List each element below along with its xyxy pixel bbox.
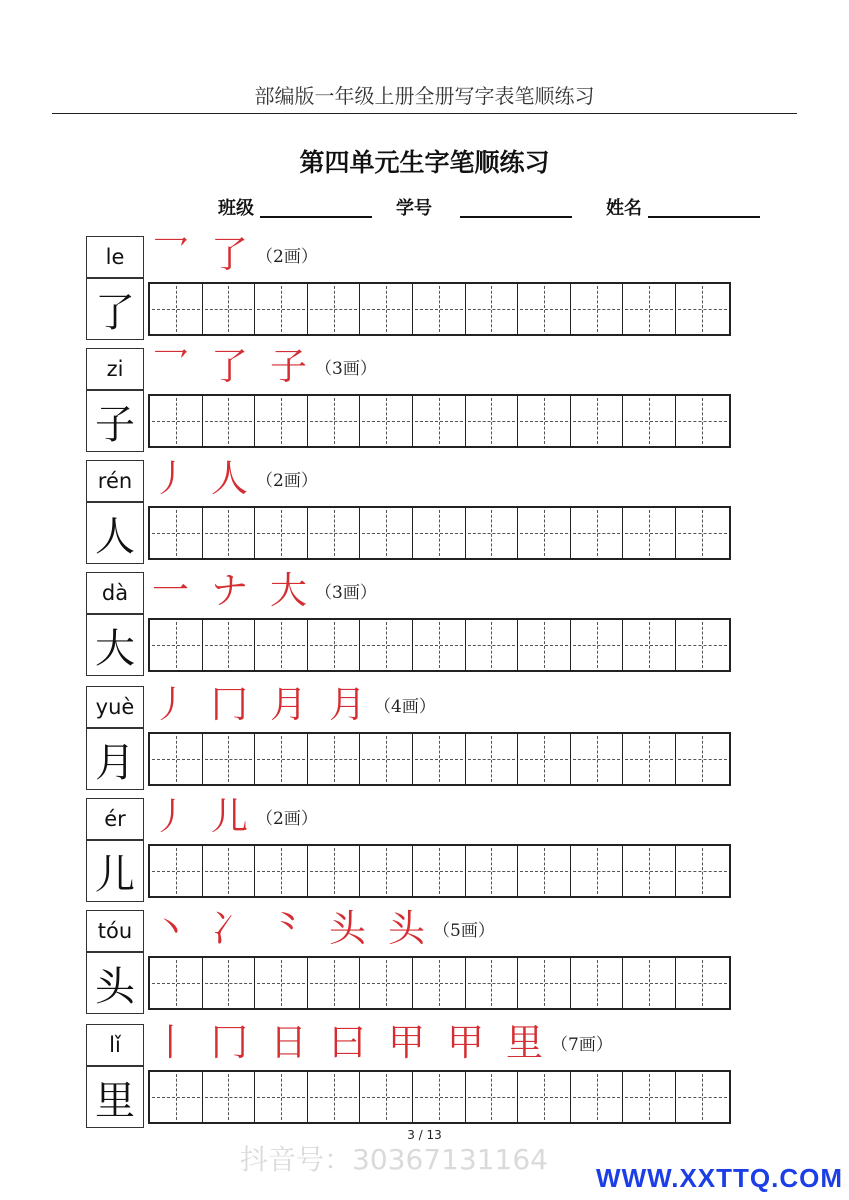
tian-grid-cell[interactable] xyxy=(308,284,361,334)
pinyin-box: ér xyxy=(86,798,144,840)
character-block xyxy=(86,344,736,458)
stroke-count: （7画） xyxy=(551,1034,613,1055)
tian-grid-cell[interactable] xyxy=(676,958,729,1008)
tian-grid-cell[interactable] xyxy=(150,620,203,670)
tian-grid-cell[interactable] xyxy=(413,1072,466,1122)
document-header: 部编版一年级上册全册写字表笔顺练习 xyxy=(254,84,595,108)
pinyin-box: tóu xyxy=(86,910,144,952)
tian-grid-cell[interactable] xyxy=(623,396,676,446)
stroke-step: 曰 xyxy=(329,1020,366,1064)
tian-grid-cell[interactable] xyxy=(150,396,203,446)
practice-grid xyxy=(148,282,731,336)
stroke-step: 了 xyxy=(211,344,248,388)
class-label: 班级 xyxy=(218,198,254,219)
tian-grid-cell[interactable] xyxy=(203,396,256,446)
tian-grid-cell[interactable] xyxy=(255,508,308,558)
tian-grid-cell[interactable] xyxy=(360,846,413,896)
stroke-order xyxy=(152,454,318,502)
tian-grid-cell[interactable] xyxy=(255,620,308,670)
tian-grid-cell[interactable] xyxy=(308,958,361,1008)
stroke-count: （2画） xyxy=(256,246,318,267)
stroke-step: 甲 xyxy=(447,1020,484,1064)
tian-grid-cell[interactable] xyxy=(676,734,729,784)
practice-grid xyxy=(148,506,731,560)
stroke-step: 月 xyxy=(270,682,307,726)
practice-grid xyxy=(148,844,731,898)
tian-grid-cell[interactable] xyxy=(203,1072,256,1122)
tian-grid-cell[interactable] xyxy=(518,846,571,896)
practice-grid xyxy=(148,618,731,672)
tian-grid-cell[interactable] xyxy=(571,508,624,558)
stroke-step: 人 xyxy=(211,456,248,500)
stroke-step: 日 xyxy=(270,1020,307,1064)
tian-grid-cell[interactable] xyxy=(676,620,729,670)
tian-grid-cell[interactable] xyxy=(466,284,519,334)
tian-grid-cell[interactable] xyxy=(518,1072,571,1122)
tian-grid-cell[interactable] xyxy=(150,1072,203,1122)
stroke-order xyxy=(152,342,377,390)
tian-grid-cell[interactable] xyxy=(518,284,571,334)
stroke-step: 头 xyxy=(388,906,425,950)
tian-grid-cell[interactable] xyxy=(308,734,361,784)
watermark: 抖音号：30367131164 xyxy=(240,1143,548,1176)
tian-grid-cell[interactable] xyxy=(360,620,413,670)
stroke-count: （2画） xyxy=(256,808,318,829)
stroke-step: 儿 xyxy=(211,794,248,838)
tian-grid-cell[interactable] xyxy=(466,846,519,896)
pinyin-box: zi xyxy=(86,348,144,390)
tian-grid-cell[interactable] xyxy=(150,734,203,784)
worksheet-title: 第四单元生字笔顺练习 xyxy=(299,148,550,177)
character-box: 里 xyxy=(86,1066,144,1128)
stroke-count: （5画） xyxy=(433,920,495,941)
tian-grid-cell[interactable] xyxy=(360,508,413,558)
tian-grid-cell[interactable] xyxy=(360,958,413,1008)
stroke-step: 月 xyxy=(329,682,366,726)
tian-grid-cell[interactable] xyxy=(466,1072,519,1122)
tian-grid-cell[interactable] xyxy=(623,620,676,670)
stroke-order xyxy=(152,904,495,952)
tian-grid-cell[interactable] xyxy=(413,846,466,896)
tian-grid-cell[interactable] xyxy=(255,734,308,784)
character-box: 儿 xyxy=(86,840,144,902)
character-block xyxy=(86,906,736,1020)
tian-grid-cell[interactable] xyxy=(518,958,571,1008)
student-number-field[interactable] xyxy=(460,216,572,218)
tian-grid-cell[interactable] xyxy=(466,508,519,558)
practice-grid xyxy=(148,1070,731,1124)
tian-grid-cell[interactable] xyxy=(571,284,624,334)
page-number: 3 / 13 xyxy=(407,1128,442,1142)
stroke-step: 丿 xyxy=(152,794,189,838)
stroke-count: （2画） xyxy=(256,470,318,491)
tian-grid-cell[interactable] xyxy=(308,846,361,896)
stroke-order xyxy=(152,1018,613,1066)
site-url[interactable]: WWW.XXTTQ.COM xyxy=(596,1163,843,1193)
tian-grid-cell[interactable] xyxy=(255,396,308,446)
pinyin-box: rén xyxy=(86,460,144,502)
stroke-step: 甲 xyxy=(388,1020,425,1064)
stroke-step: 一 xyxy=(152,568,189,612)
stroke-step: ナ xyxy=(211,568,248,612)
stroke-step: 丶 xyxy=(152,906,189,950)
tian-grid-cell[interactable] xyxy=(676,284,729,334)
tian-grid-cell[interactable] xyxy=(150,958,203,1008)
tian-grid-cell[interactable] xyxy=(150,846,203,896)
tian-grid-cell[interactable] xyxy=(413,284,466,334)
stroke-step: ⺀ xyxy=(270,906,307,950)
character-block xyxy=(86,232,736,346)
stroke-step: 子 xyxy=(270,344,307,388)
tian-grid-cell[interactable] xyxy=(255,846,308,896)
tian-grid-cell[interactable] xyxy=(150,284,203,334)
character-box: 头 xyxy=(86,952,144,1014)
tian-grid-cell[interactable] xyxy=(413,734,466,784)
tian-grid-cell[interactable] xyxy=(571,620,624,670)
name-field[interactable] xyxy=(648,216,760,218)
stroke-count: （4画） xyxy=(374,696,436,717)
character-block xyxy=(86,568,736,682)
stroke-step: 头 xyxy=(329,906,366,950)
tian-grid-cell[interactable] xyxy=(518,508,571,558)
tian-grid-cell[interactable] xyxy=(623,958,676,1008)
practice-grid xyxy=(148,732,731,786)
tian-grid-cell[interactable] xyxy=(571,1072,624,1122)
tian-grid-cell[interactable] xyxy=(676,1072,729,1122)
tian-grid-cell[interactable] xyxy=(466,734,519,784)
class-field[interactable] xyxy=(260,216,372,218)
stroke-step: 了 xyxy=(211,232,248,276)
stroke-order xyxy=(152,792,318,840)
character-box: 大 xyxy=(86,614,144,676)
character-box: 人 xyxy=(86,502,144,564)
stroke-order xyxy=(152,680,436,728)
tian-grid-cell[interactable] xyxy=(203,620,256,670)
student-info-row xyxy=(0,190,849,220)
stroke-step: 冫 xyxy=(211,906,248,950)
tian-grid-cell[interactable] xyxy=(413,620,466,670)
tian-grid-cell[interactable] xyxy=(676,846,729,896)
tian-grid-cell[interactable] xyxy=(518,620,571,670)
tian-grid-cell[interactable] xyxy=(203,284,256,334)
tian-grid-cell[interactable] xyxy=(255,958,308,1008)
tian-grid-cell[interactable] xyxy=(203,958,256,1008)
tian-grid-cell[interactable] xyxy=(360,396,413,446)
tian-grid-cell[interactable] xyxy=(413,958,466,1008)
pinyin-box: lǐ xyxy=(86,1024,144,1066)
stroke-step: 丿 xyxy=(152,682,189,726)
stroke-order xyxy=(152,566,377,614)
tian-grid-cell[interactable] xyxy=(308,396,361,446)
tian-grid-cell[interactable] xyxy=(360,1072,413,1122)
tian-grid-cell[interactable] xyxy=(623,846,676,896)
stroke-step: 乛 xyxy=(152,344,189,388)
tian-grid-cell[interactable] xyxy=(308,1072,361,1122)
tian-grid-cell[interactable] xyxy=(518,396,571,446)
character-box: 月 xyxy=(86,728,144,790)
character-block xyxy=(86,456,736,570)
stroke-step: 里 xyxy=(506,1020,543,1064)
pinyin-box: dà xyxy=(86,572,144,614)
pinyin-box: yuè xyxy=(86,686,144,728)
tian-grid-cell[interactable] xyxy=(255,1072,308,1122)
character-block xyxy=(86,794,736,908)
stroke-step: 冂 xyxy=(211,1020,248,1064)
stroke-count: （3画） xyxy=(315,358,377,379)
stroke-step: 大 xyxy=(270,568,307,612)
stroke-step: 乛 xyxy=(152,232,189,276)
tian-grid-cell[interactable] xyxy=(413,508,466,558)
character-block xyxy=(86,682,736,796)
tian-grid-cell[interactable] xyxy=(255,284,308,334)
header-divider xyxy=(52,113,797,114)
pinyin-box: le xyxy=(86,236,144,278)
student-number-label: 学号 xyxy=(396,198,432,219)
tian-grid-cell[interactable] xyxy=(308,508,361,558)
practice-grid xyxy=(148,394,731,448)
tian-grid-cell[interactable] xyxy=(623,1072,676,1122)
stroke-order xyxy=(152,230,318,278)
stroke-step: 冂 xyxy=(211,682,248,726)
tian-grid-cell[interactable] xyxy=(360,734,413,784)
tian-grid-cell[interactable] xyxy=(571,958,624,1008)
stroke-step: 丨 xyxy=(152,1020,189,1064)
character-block xyxy=(86,1020,736,1134)
tian-grid-cell[interactable] xyxy=(203,508,256,558)
tian-grid-cell[interactable] xyxy=(623,284,676,334)
tian-grid-cell[interactable] xyxy=(571,734,624,784)
tian-grid-cell[interactable] xyxy=(360,284,413,334)
tian-grid-cell[interactable] xyxy=(676,508,729,558)
tian-grid-cell[interactable] xyxy=(466,396,519,446)
tian-grid-cell[interactable] xyxy=(308,620,361,670)
tian-grid-cell[interactable] xyxy=(676,396,729,446)
tian-grid-cell[interactable] xyxy=(413,396,466,446)
practice-grid xyxy=(148,956,731,1010)
tian-grid-cell[interactable] xyxy=(466,958,519,1008)
tian-grid-cell[interactable] xyxy=(203,734,256,784)
tian-grid-cell[interactable] xyxy=(518,734,571,784)
stroke-step: 丿 xyxy=(152,456,189,500)
tian-grid-cell[interactable] xyxy=(623,734,676,784)
name-label: 姓名 xyxy=(606,198,642,219)
tian-grid-cell[interactable] xyxy=(203,846,256,896)
tian-grid-cell[interactable] xyxy=(466,620,519,670)
tian-grid-cell[interactable] xyxy=(571,846,624,896)
character-box: 子 xyxy=(86,390,144,452)
character-box: 了 xyxy=(86,278,144,340)
tian-grid-cell[interactable] xyxy=(623,508,676,558)
tian-grid-cell[interactable] xyxy=(150,508,203,558)
stroke-count: （3画） xyxy=(315,582,377,603)
tian-grid-cell[interactable] xyxy=(571,396,624,446)
